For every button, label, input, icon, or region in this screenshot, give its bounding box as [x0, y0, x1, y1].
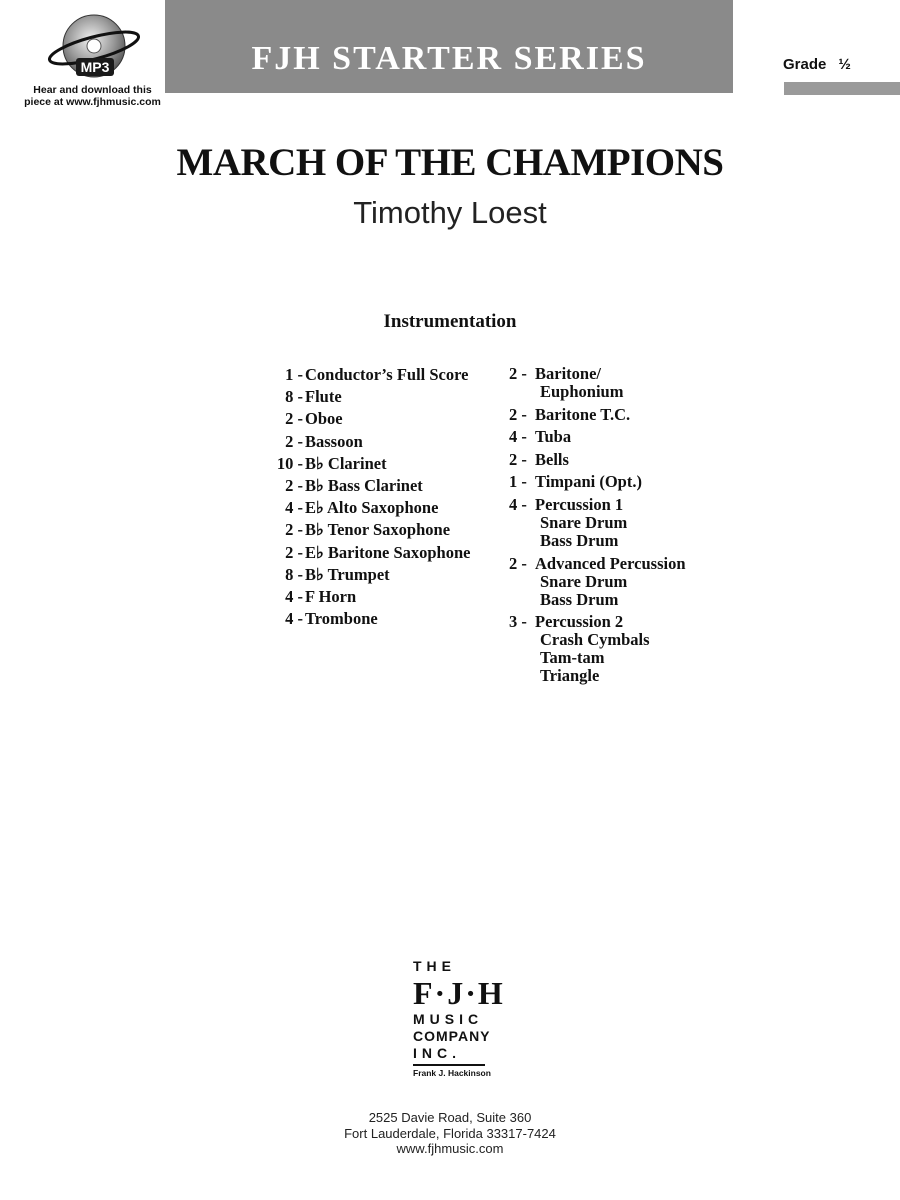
- instrument-qty: 2 -: [285, 542, 303, 562]
- instrument-qty: 2 -: [509, 553, 527, 573]
- logo-divider: [413, 1064, 485, 1066]
- instrument-row: [509, 495, 729, 514]
- fjh-logo: [413, 958, 505, 1078]
- instrument-qty: 1 -: [285, 365, 303, 384]
- instrument-qty: 10 -: [276, 453, 303, 473]
- instrument-row: [272, 586, 502, 608]
- instrument-name: Baritone/: [535, 364, 601, 383]
- instrument-name: E♭ Alto Saxophone: [305, 498, 439, 518]
- logo-line-music: MUSIC: [413, 1011, 484, 1027]
- instrument-subpart: Tam-tam: [540, 648, 605, 668]
- publisher-address: [0, 1110, 900, 1157]
- instrument-row: [509, 364, 729, 383]
- logo-founder: Frank J. Hackinson: [413, 1068, 491, 1078]
- instrument-row: [272, 542, 502, 564]
- instrument-entry: [509, 495, 729, 550]
- instrument-row: [509, 472, 729, 491]
- instrument-subpart: Euphonium: [540, 382, 624, 401]
- instrument-row: [272, 564, 502, 586]
- instrument-qty: 4 -: [285, 609, 303, 629]
- address-website-link[interactable]: www.fjhmusic.com: [396, 1141, 504, 1156]
- instrument-name: B♭ Bass Clarinet: [305, 476, 423, 496]
- instrument-qty: 2 -: [285, 409, 303, 429]
- instrument-qty: 2 -: [509, 449, 527, 469]
- instrument-qty: 2 -: [285, 520, 303, 540]
- instrument-row: [272, 364, 502, 386]
- instrument-name: Conductor’s Full Score: [305, 365, 469, 384]
- mp3-label: MP3: [80, 59, 110, 75]
- address-line2: Fort Lauderdale, Florida 33317-7424: [344, 1125, 556, 1141]
- instrument-row: [509, 427, 729, 446]
- instrument-row: [272, 431, 502, 453]
- instrument-name: Oboe: [305, 409, 343, 429]
- logo-line-the: THE: [413, 958, 456, 974]
- instrument-name: Percussion 2: [535, 612, 624, 632]
- instrument-name: Tuba: [535, 427, 572, 447]
- instrument-qty: 2 -: [285, 431, 303, 451]
- instrument-entry: [509, 364, 729, 401]
- instrument-qty: 2 -: [509, 364, 527, 383]
- instrument-name: Trombone: [305, 609, 378, 629]
- grade-label-group: [783, 56, 851, 73]
- instrument-row: [272, 386, 502, 408]
- instrument-name: B♭ Tenor Saxophone: [305, 520, 451, 540]
- instrument-name: B♭ Trumpet: [305, 564, 390, 584]
- instrument-name: Timpani (Opt.): [535, 472, 642, 492]
- instrument-qty: 4 -: [285, 587, 303, 607]
- instrument-subpart: Snare Drum: [540, 571, 628, 591]
- instrument-entry: [509, 427, 729, 446]
- instrument-qty: 4 -: [285, 498, 303, 518]
- instrument-row: [272, 608, 502, 630]
- instrument-subpart: Crash Cymbals: [540, 630, 650, 650]
- instrument-row: [272, 497, 502, 519]
- instrument-qty: 8 -: [285, 387, 303, 407]
- instrument-name: Bells: [535, 449, 569, 469]
- instrument-row: [509, 450, 729, 469]
- instrument-entry: [509, 405, 729, 424]
- instrument-qty: 1 -: [509, 472, 527, 492]
- series-banner: [165, 0, 733, 93]
- instrument-qty: 2 -: [285, 476, 303, 496]
- instrument-row: [272, 475, 502, 497]
- grade-rule: [784, 82, 900, 95]
- instrumentation-heading: Instrumentation: [383, 311, 517, 332]
- instrument-name: B♭ Clarinet: [305, 453, 387, 473]
- instrument-name: F Horn: [305, 587, 357, 607]
- instrument-row: [272, 408, 502, 430]
- instrument-name: E♭ Baritone Saxophone: [305, 542, 471, 562]
- cd-disc-icon: [46, 12, 146, 92]
- mp3-caption: [0, 84, 185, 108]
- instrumentation-right-column: [509, 364, 729, 689]
- instrument-qty: 2 -: [509, 404, 527, 424]
- instrument-row: [272, 519, 502, 541]
- instrument-subpart: Bass Drum: [540, 530, 619, 550]
- instrument-row: [509, 554, 729, 573]
- instrument-row: [509, 612, 729, 631]
- instrument-name: Percussion 1: [535, 494, 624, 514]
- logo-line-company: COMPANY: [413, 1028, 491, 1044]
- instrument-qty: 8 -: [285, 564, 303, 584]
- address-line1: 2525 Davie Road, Suite 360: [368, 1110, 532, 1125]
- instrument-row: [509, 405, 729, 424]
- instrument-entry: [509, 472, 729, 491]
- instrument-entry: [509, 450, 729, 469]
- series-title: FJH STARTER SERIES: [251, 40, 647, 77]
- logo-fjh-mark: F·J·H: [413, 975, 505, 1011]
- instrument-subpart: Triangle: [540, 666, 600, 686]
- mp3-caption-line2: piece at www.fjhmusic.com: [24, 96, 161, 108]
- instrument-name: Baritone T.C.: [535, 404, 631, 424]
- instrument-qty: 4 -: [509, 427, 527, 447]
- grade-value: ½: [838, 56, 851, 73]
- piece-title: MARCH OF THE CHAMPIONS: [176, 141, 724, 184]
- grade-label: Grade: [783, 56, 827, 73]
- instrument-entry: [509, 612, 729, 685]
- composer-name: Timothy Loest: [353, 195, 547, 230]
- instrument-subpart: Snare Drum: [540, 512, 628, 532]
- mp3-caption-line1: Hear and download this: [33, 84, 152, 96]
- instrumentation-left-column: [272, 364, 502, 630]
- instrument-row: [272, 453, 502, 475]
- instrument-qty: 4 -: [509, 494, 527, 514]
- instrument-name: Flute: [305, 387, 342, 407]
- logo-line-inc: INC.: [413, 1045, 461, 1061]
- instrument-qty: 3 -: [509, 612, 527, 632]
- instrument-subpart: Bass Drum: [540, 589, 619, 609]
- instrument-entry: [509, 554, 729, 609]
- instrument-name: Advanced Percussion: [535, 553, 686, 573]
- instrument-name: Bassoon: [305, 431, 363, 451]
